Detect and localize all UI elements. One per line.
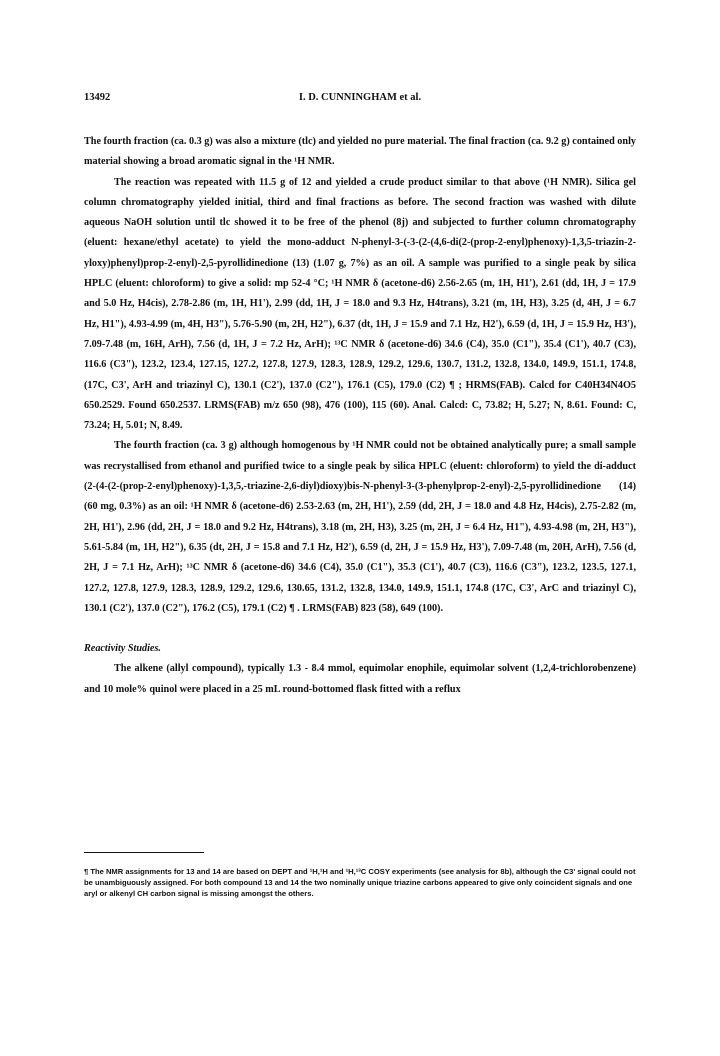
section-heading: Reactivity Studies. xyxy=(84,643,161,655)
paragraph-di-adduct: The fourth fraction (ca. 3 g) although homogenous by ¹H NMR could not be obtained analytically pure; a small sample was recrystallised from ethanol and purified twice to a single peak by silica HPLC (eluent: chloroform) to yield the di-adduct (2-(4-(2-(prop-2-enyl)phenoxy)-1,3,5,-triazine-2,6-diyl)dioxy)bis-N-phenyl-3-(3-phenylprop-2-enyl)-2,5-pyrollidinedione (14) (60 mg, 0.3%) as an oil: ¹H NMR δ (acetone-d6) 2.53-2.63 (m, 2H, H1'), 2.59 (dd, 2H, J = 18.0 and 4.8 Hz, H4cis), 2.75-2.82 (m, 2H, H1'), 2.96 (dd, 2H, J = 18.0 and 9.2 Hz, H4trans), 3.18 (m, 2H, H3), 3.25 (m, 2H, J = 6.4 Hz, H1"), 4.93-4.98 (m, 2H, H3"), 5.61-5.84 (m, 1H, H2"), 6.35 (dt, 2H, J = 15.8 and 7.1 Hz, H2'), 6.59 (d, 2H, J = 15.9 Hz, H3'), 7.09-7.48 (m, 20H, ArH), 7.56 (d, 2H, J = 7.1 Hz, ArH); ¹³C NMR δ (acetone-d6) 34.6 (C4), 35.0 (C1"), 35.3 (C1'), 40.7 (C3), 116.6 (C3"), 123.2, 123.5, 127.1, 127.2, 127.8, 127.9, 128.3, 128.9, 129.2, 129.6, 130.65, 131.2, 132.8, 134.0, 149.9, 151.1, 174.8 (17C, C3', ArC and triazinyl C), 130.1 (C2'), 137.0 (C2"), 176.2 (C5), 179.1 (C2) ¶ . LRMS(FAB) 823 (58), 649 (100). xyxy=(84,440,636,614)
paragraph-fourth-fraction: The fourth fraction (ca. 0.3 g) was also a mixture (tlc) and yielded no pure material. The final fraction (ca. 9.2 g) contained only material showing a broad aromatic signal in the ¹H NMR. xyxy=(84,136,636,168)
paragraph-reaction-repeated: The reaction was repeated with 11.5 g of 12 and yielded a crude product similar to that above (¹H NMR). Silica gel column chromatography yielded initial, third and final fractions as before. The second fraction was washed with dilute aqueous NaOH solution until tlc showed it to be free of the phenol (8j) and subjected to further column chromatography (eluent: hexane/ethyl acetate) to yield the mono-adduct N-phenyl-3-(-3-(2-(4,6-di(2-(prop-2-enyl)phenoxy)-1,3,5-triazin-2-yloxy)phenyl)prop-2-enyl)-2,5-pyrollidinedione (13) (1.07 g, 7%) as an oil. A sample was purified to a single peak by silica HPLC (eluent: chloroform) to give a solid: mp 52-4 °C; ¹H NMR δ (acetone-d6) 2.56-2.65 (m, 1H, H1'), 2.61 (dd, 1H, J = 17.9 and 5.0 Hz, H4cis), 2.78-2.86 (m, 1H, H1'), 2.99 (dd, 1H, J = 18.0 and 9.3 Hz, H4trans), 3.21 (m, 1H, H3), 3.25 (d, 4H, J = 6.7 Hz, H1"), 4.93-4.99 (m, 4H, H3"), 5.76-5.90 (m, 2H, H2"), 6.37 (dt, 1H, J = 15.9 and 7.1 Hz, H2'), 6.59 (d, 1H, J = 15.9 Hz, H3'), 7.09-7.48 (m, 16H, ArH), 7.56 (d, 1H, J = 7.2 Hz, ArH); ¹³C NMR δ (acetone-d6) 34.6 (C4), 35.0 (C1"), 35.4 (C1'), 40.7 (C3), 116.6 (C3"), 123.2, 123.4, 127.15, 127.2, 127.8, 127.9, 128.3, 128.9, 129.2, 129.6, 130.7, 131.2, 132.8, 134.0, 149.9, 151.1, 174.8, (17C, C3', ArH and triazinyl C), 130.1 (C2'), 137.0 (C2"), 176.1 (C5), 179.0 (C2) ¶ ; HRMS(FAB). Calcd for C40H34N4O5 650.2529. Found 650.2537. LRMS(FAB) m/z 650 (98), 476 (100), 115 (60). Anal. Calcd: C, 73.82; H, 5.27; N, 8.61. Found: C, 73.24; H, 5.01; N, 8.49. xyxy=(84,176,636,432)
paragraph-reactivity: The alkene (allyl compound), typically 1.3 - 8.4 mmol, equimolar enophile, equimolar solvent (1,2,4-trichlorobenzene) and 10 mole% quinol were placed in a 25 mL round-bottomed flask fitted with a reflux xyxy=(84,663,636,695)
footnote: ¶ The NMR assignments for 13 and 14 are based on DEPT and ¹H,¹H and ¹H,¹³C COSY experiments (see analysis for 8b), although the C3' signal could not be unambiguously assigned. For both compound 13 and 14 the two nominally unique triazine carbons appeared to give only coincident signals and one aryl or alkenyl CH carbon signal is missing amongst the others. xyxy=(84,867,636,898)
section-gap xyxy=(84,619,636,639)
running-head: I. D. CUNNINGHAM et al. xyxy=(298,92,422,103)
page-number: 13492 xyxy=(84,92,111,103)
body-text xyxy=(84,132,636,700)
footnote-divider xyxy=(84,852,204,853)
